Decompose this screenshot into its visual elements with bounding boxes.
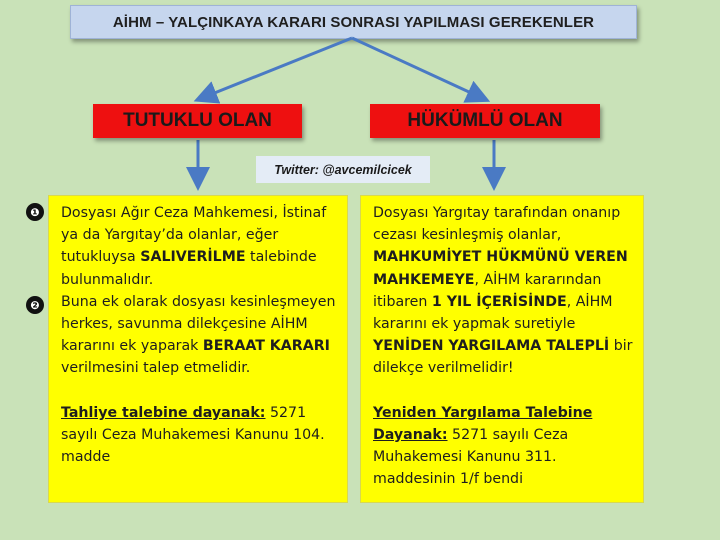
tutuklu-paragraph-1: Dosyası Ağır Ceza Mahkemesi, İstinaf ya da Yargıtay’da olanlar, eğer tutukluysa SALIVERİLME talebinde bulunmalıdır. [61, 205, 327, 288]
tutuklu-paragraph-2: Buna ek olarak dosyası kesinleşmeyen herkes, savunma dilekçesine AİHM kararını ek yaparak BERAAT KARARI verilmesini talep etmelidir. [61, 293, 336, 377]
number-marker-2: ❷ [26, 296, 44, 314]
arrow-to-tutuklu [202, 38, 352, 98]
number-marker-1: ❶ [26, 203, 44, 221]
hukumlu-legal-basis: Yeniden Yargılama Talebine Dayanak: 5271 sayılı Ceza Muhakemesi Kanunu 311. maddesinin 1/f bendi [373, 404, 593, 488]
diagram-title: AİHM – YALÇINKAYA KARARI SONRASI YAPILMASI GEREKENLER [70, 5, 637, 39]
twitter-handle: Twitter: @avcemilcicek [256, 156, 430, 183]
tutuklu-header: TUTUKLU OLAN [93, 104, 302, 138]
tutuklu-legal-basis: Tahliye talebine dayanak: 5271 sayılı Ceza Muhakemesi Kanunu 104. madde [61, 404, 325, 466]
tutuklu-instructions-box [48, 195, 348, 503]
hukumlu-instructions-box [360, 195, 644, 503]
hukumlu-header: HÜKÜMLÜ OLAN [370, 104, 600, 138]
arrow-to-hukumlu [352, 38, 482, 98]
hukumlu-paragraph-1: Dosyası Yargıtay tarafından onanıp cezası kesinleşmiş olanlar, MAHKUMİYET HÜKMÜNÜ VEREN MAHKEMEYE, AİHM kararından itibaren 1 YIL İÇERİSİNDE, AİHM kararını ek yapmak suretiyle YENİDEN YARGILAMA TALEPLİ bir dilekçe verilmelidir! [373, 205, 633, 377]
